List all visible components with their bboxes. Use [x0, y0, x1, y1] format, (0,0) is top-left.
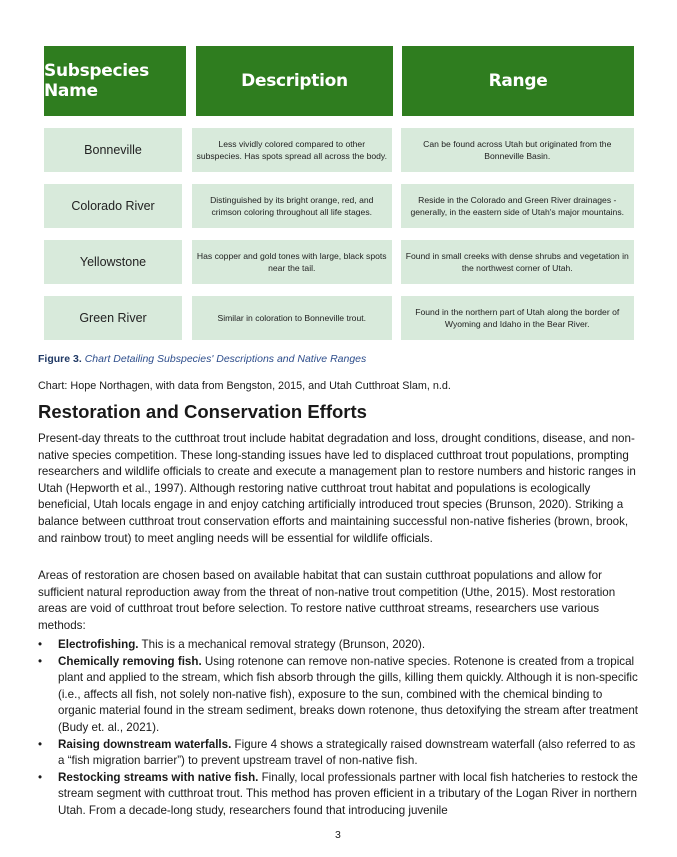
row-description: Has copper and gold tones with large, black spots near the tail.: [192, 240, 391, 284]
figure-credit: Chart: Hope Northagen, with data from Bengston, 2015, and Utah Cutthroat Slam, n.d.: [38, 380, 451, 392]
figure-caption: [38, 353, 366, 365]
row-description: Distinguished by its bright orange, red, and crimson coloring throughout all life stages.: [192, 184, 391, 228]
row-name: Bonneville: [44, 128, 182, 172]
list-item: [38, 654, 638, 737]
table-row: [44, 240, 634, 284]
method-text: Using rotenone can remove non-native species. Rotenone is created from a tropical plant and applied to the stream, which fish absorb through the gills, killing them quickly. Although it is non-specific (i.e., affects all fish, not solely non-native fish), exposure to the sun, combined with the chemical binding to organic material found in the stream sediment, breaks down rotenone, thus detoxifying the stream after treatment (Budy et. al., 2021).: [58, 654, 638, 734]
table-row: [44, 184, 634, 228]
paragraph-restoration-areas: Areas of restoration are chosen based on available habitat that can sustain cutthroat populations and allow for sufficient natural reproduction away from the threat of non-native trout competition (Uthe, 2015). Most restoration areas are void of cutthroat trout before selection. To restore native cutthroat streams, researchers use various methods:: [38, 569, 616, 632]
row-name: Green River: [44, 296, 182, 340]
bullet-icon: •: [38, 770, 43, 784]
method-title: Restocking streams with native fish.: [58, 770, 259, 784]
page-number: 3: [335, 829, 341, 841]
header-description: Description: [196, 46, 393, 116]
method-title: Electrofishing.: [58, 638, 139, 651]
bullet-icon: •: [38, 638, 43, 651]
row-description: Similar in coloration to Bonneville trout.: [192, 296, 391, 340]
method-text: Figure 4 shows a strategically raised downstream waterfall (also referred to as a “fish migration barrier”) to prevent upstream travel of non-native fish.: [58, 737, 636, 768]
row-range: Can be found across Utah but originated from the Bonneville Basin.: [401, 128, 635, 172]
method-title: Chemically removing fish.: [58, 654, 202, 668]
figure-label: Figure 3.: [38, 353, 82, 365]
bullet-icon: •: [38, 737, 43, 751]
paragraph-threats: Present-day threats to the cutthroat trout include habitat degradation and loss, drought conditions, disease, and non-native species competition. These long-standing issues have led to displaced cutthroat trout populations, prompting researchers and wildlife officials to create and execute a management plan to restore numbers and historic ranges in Utah (Hepworth et al., 1997). Although restoring native cutthroat trout habitat and populations is ecologically beneficial, Utah locals engage in and enjoy catching artificially introduced trout species (Brunson, 2020). Striking a balance between cutthroat trout conservation efforts and maintaining successful non-native fisheries (brown, brook, and rainbow trout) to meet angling needs will be essential for wildlife officials.: [38, 432, 636, 545]
list-item: [38, 637, 638, 654]
header-subspecies-name: Subspecies Name: [44, 46, 186, 116]
method-title: Raising downstream waterfalls.: [58, 737, 232, 751]
method-text: Finally, local professionals partner with local fish hatcheries to restock the stream segment with cutthroat trout. This method has proven efficient in a tributary of the Logan River in northern Utah. From a decade-long study, researchers found that introducing juvenile: [58, 770, 638, 817]
subspecies-table: [44, 46, 634, 340]
list-item: [38, 770, 638, 820]
section-heading: Restoration and Conservation Efforts: [38, 401, 367, 422]
table-header-row: [44, 46, 634, 116]
table-row: [44, 128, 634, 172]
row-range: Found in the northern part of Utah along the border of Wyoming and Idaho in the Bear River.: [401, 296, 635, 340]
row-description: Less vividly colored compared to other subspecies. Has spots spread all across the body.: [192, 128, 391, 172]
row-name: Yellowstone: [44, 240, 182, 284]
figure-caption-text: Chart Detailing Subspecies' Descriptions and Native Ranges: [84, 353, 367, 365]
method-text: This is a mechanical removal strategy (Brunson, 2020).: [138, 638, 426, 651]
table-row: [44, 296, 634, 340]
row-name: Colorado River: [44, 184, 182, 228]
bullet-icon: •: [38, 654, 43, 668]
list-item: [38, 737, 638, 770]
row-range: Reside in the Colorado and Green River drainages - generally, in the eastern side of Utah's major mountains.: [401, 184, 635, 228]
header-range: Range: [402, 46, 634, 116]
row-range: Found in small creeks with dense shrubs and vegetation in the northwest corner of Utah.: [401, 240, 635, 284]
methods-list: [38, 637, 638, 820]
